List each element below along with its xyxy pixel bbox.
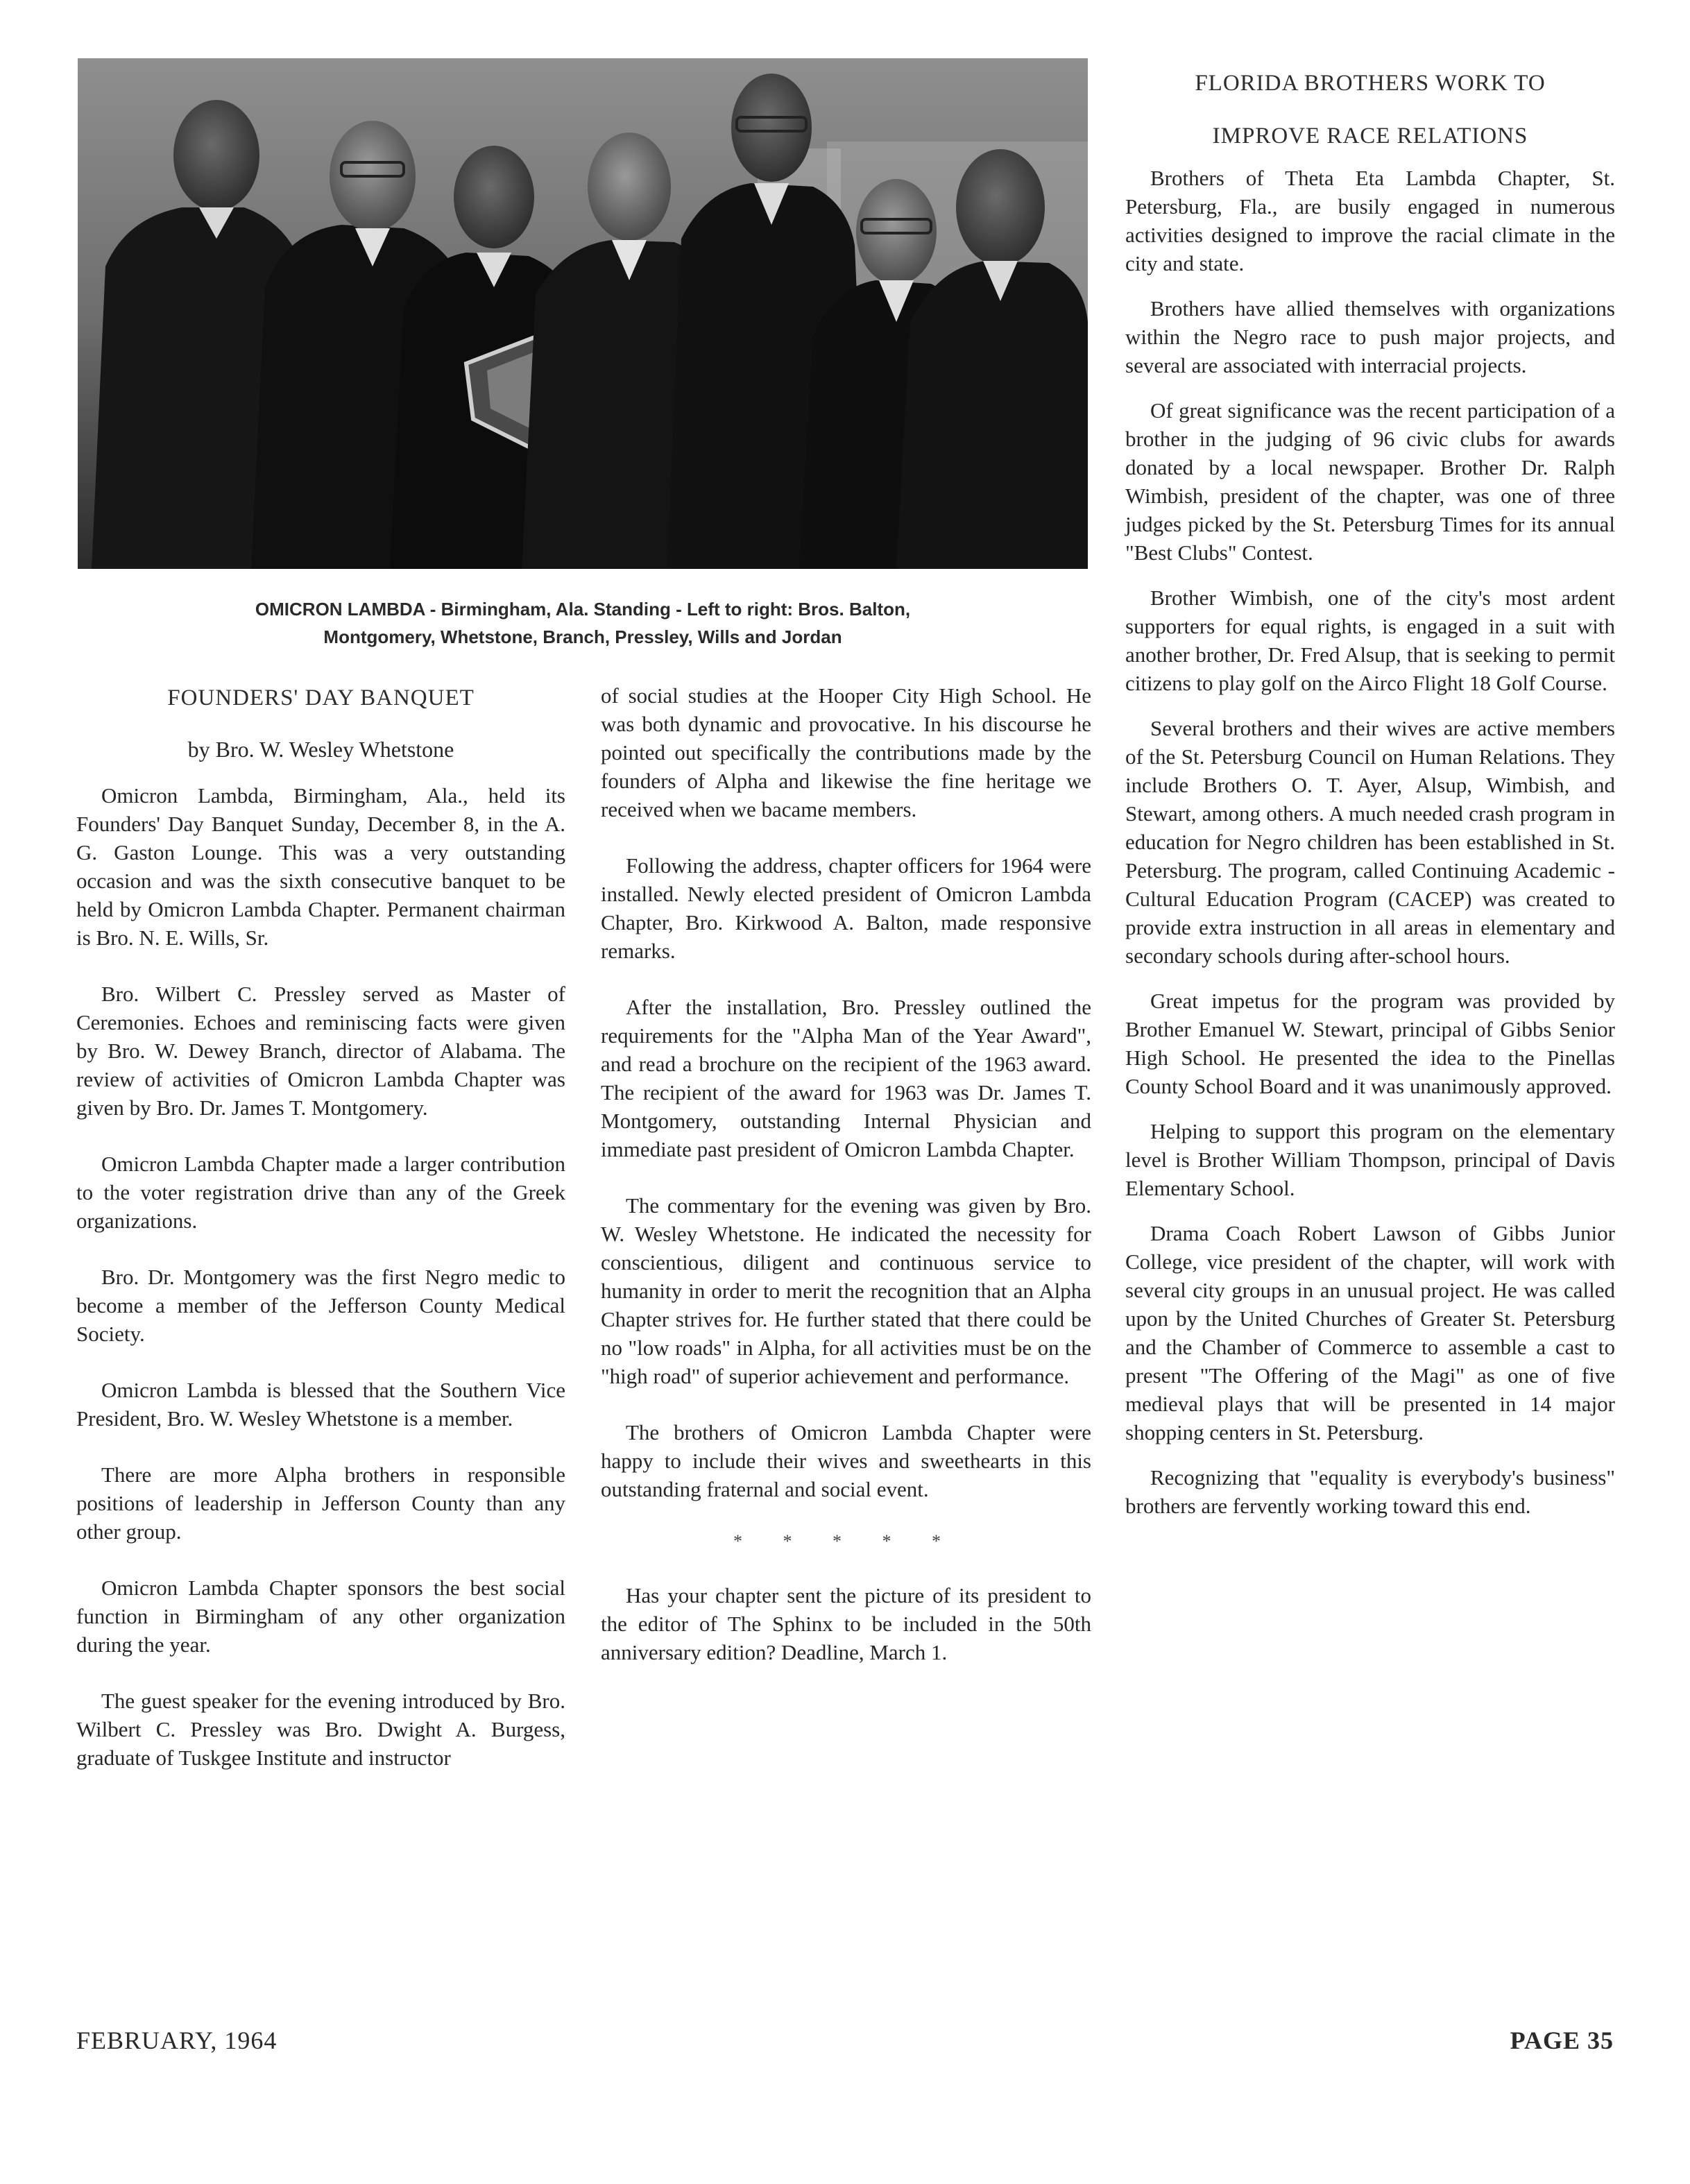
article-paragraph: Brothers of Theta Eta Lambda Chapter, St. Petersburg, Fla., are busily engaged in numerous activities designed to improve the racial climate in the city and state. <box>1125 166 1615 275</box>
florida-brothers-article <box>1125 57 1615 1537</box>
page-number: PAGE 35 <box>1510 2027 1614 2054</box>
photo-caption <box>78 595 1088 651</box>
photo-caption-line-1: OMICRON LAMBDA - Birmingham, Ala. Standing - Left to right: Bros. Balton, <box>255 599 911 620</box>
issue-date: FEBRUARY, 1964 <box>76 2027 278 2054</box>
article-paragraph: Omicron Lambda Chapter made a larger contribution to the voter registration drive than any of the Greek organizations. <box>76 1152 565 1233</box>
article-paragraph: Bro. Dr. Montgomery was the first Negro medic to become a member of the Jefferson County Medical Society. <box>76 1265 565 1346</box>
article-paragraph: Bro. Wilbert C. Pressley served as Master of Ceremonies. Echoes and reminiscing facts were given by Bro. W. Dewey Branch, director of Alabama. The review of activities of Omicron Lambda Chapter was given by Bro. Dr. James T. Montgomery. <box>76 982 565 1120</box>
article-paragraph: Omicron Lambda is blessed that the Southern Vice President, Bro. W. Wesley Whetstone is a member. <box>76 1378 565 1431</box>
article-paragraph: Following the address, chapter officers for 1964 were installed. Newly elected president of Omicron Lambda Chapter, Bro. Kirkwood A. Balton, made responsive remarks. <box>601 853 1091 963</box>
article-paragraph: Recognizing that "equality is everybody's business" brothers are fervently working toward this end. <box>1125 1465 1615 1518</box>
article-paragraph: After the installation, Bro. Pressley outlined the requirements for the "Alpha Man of the Year Award", and read a brochure on the recipient of the 1963 award. The recipient of the award for 1963 was Dr. James T. Montgomery, outstanding Internal Physician and immediate past president of Omicron Lambda Chapter. <box>601 995 1091 1161</box>
article-paragraph: The brothers of Omicron Lambda Chapter were happy to include their wives and sweethearts in this outstanding fraternal and social event. <box>601 1420 1091 1501</box>
photo-image <box>78 58 1088 569</box>
section-separator: * * * * * <box>733 1531 959 1551</box>
photo-caption-line-2: Montgomery, Whetstone, Branch, Pressley, Wills and Jordan <box>323 626 842 647</box>
article-headline-line-2: IMPROVE RACE RELATIONS <box>1212 123 1528 148</box>
article-paragraph: Helping to support this program on the elementary level is Brother William Thompson, principal of Davis Elementary School. <box>1125 1119 1615 1200</box>
article-paragraph: The guest speaker for the evening introduced by Bro. Wilbert C. Pressley was Bro. Dwight A. Burgess, graduate of Tuskgee Institute and instructor <box>76 1689 565 1770</box>
article-byline: by Bro. W. Wesley Whetstone <box>187 737 454 762</box>
article-paragraph: Omicron Lambda, Birmingham, Ala., held its Founders' Day Banquet Sunday, December 8, in the A. G. Gaston Lounge. This was a very outstanding occasion and was the sixth consecutive banquet to be held by Omicron Lambda Chapter. Permanent chairman is Bro. N. E. Wills, Sr. <box>76 783 565 950</box>
group-photo <box>78 58 1088 569</box>
article-paragraph: There are more Alpha brothers in responsible positions of leadership in Jefferson County than any other group. <box>76 1462 565 1544</box>
founders-day-article <box>76 672 565 1800</box>
article-paragraph: Drama Coach Robert Lawson of Gibbs Junior College, vice president of the chapter, will work with several city groups in an unusual project. He was called upon by the United Churches of Greater St. Petersburg and the Chamber of Commerce to assemble a cast to present "The Offering of the Magi" as one of five medieval plays that will be presented in 14 major shopping centers in St. Petersburg. <box>1125 1221 1615 1444</box>
article-paragraph: Of great significance was the recent participation of a brother in the judging of 96 civic clubs for awards donated by a local newspaper. Brother Dr. Ralph Wimbish, president of the chapter, was one of three judges picked by the St. Petersburg Times for its annual "Best Clubs" Contest. <box>1125 398 1615 565</box>
article-paragraph: Several brothers and their wives are active members of the St. Petersburg Council on Human Relations. They include Brothers O. T. Ayer, Alsup, Wimbish, and Stewart, among others. A much needed crash program in education for Negro children has been established in St. Petersburg. The program, called Continuing Academic - Cultural Education Program (CACEP) was created to provide extra instruction in all areas in elementary and secondary schools during after-school hours. <box>1125 716 1615 968</box>
article-headline: FOUNDERS' DAY BANQUET <box>167 685 475 710</box>
article-paragraph: Brother Wimbish, one of the city's most ardent supporters for equal rights, is engaged in a suit with another brother, Dr. Fred Alsup, that is seeking to permit citizens to play golf on the Airco Flight 18 Golf Course. <box>1125 586 1615 695</box>
article-paragraph: Great impetus for the program was provided by Brother Emanuel W. Stewart, principal of Gibbs Senior High School. He presented the idea to the Pinellas County School Board and it was unanimously approved. <box>1125 989 1615 1098</box>
notice-paragraph: Has your chapter sent the picture of its president to the editor of The Sphinx to be included in the 50th anniversary edition? Deadline, March 1. <box>601 1583 1091 1664</box>
article-paragraph: The commentary for the evening was given by Bro. W. Wesley Whetstone. He indicated the necessity for conscientious, diligent and continuous service to humanity in order to merit the recognition that an Alpha Chapter strives for. He further stated that there could be no "low roads" in Alpha, for all activities must be on the "high road" of superior achievement and performance. <box>601 1193 1091 1388</box>
article-headline-line-1: FLORIDA BROTHERS WORK TO <box>1195 71 1546 96</box>
article-paragraph: Omicron Lambda Chapter sponsors the best social function in Birmingham of any other organization during the year. <box>76 1576 565 1657</box>
founders-day-article-continued <box>601 681 1091 1694</box>
article-paragraph: of social studies at the Hooper City High School. He was both dynamic and provocative. In his discourse he pointed out specifically the contributions made by the founders of Alpha and likewise the fine heritage we received when we bacame members. <box>601 683 1091 821</box>
article-paragraph: Brothers have allied themselves with organizations within the Negro race to push major projects, and several are associated with interracial projects. <box>1125 296 1615 377</box>
